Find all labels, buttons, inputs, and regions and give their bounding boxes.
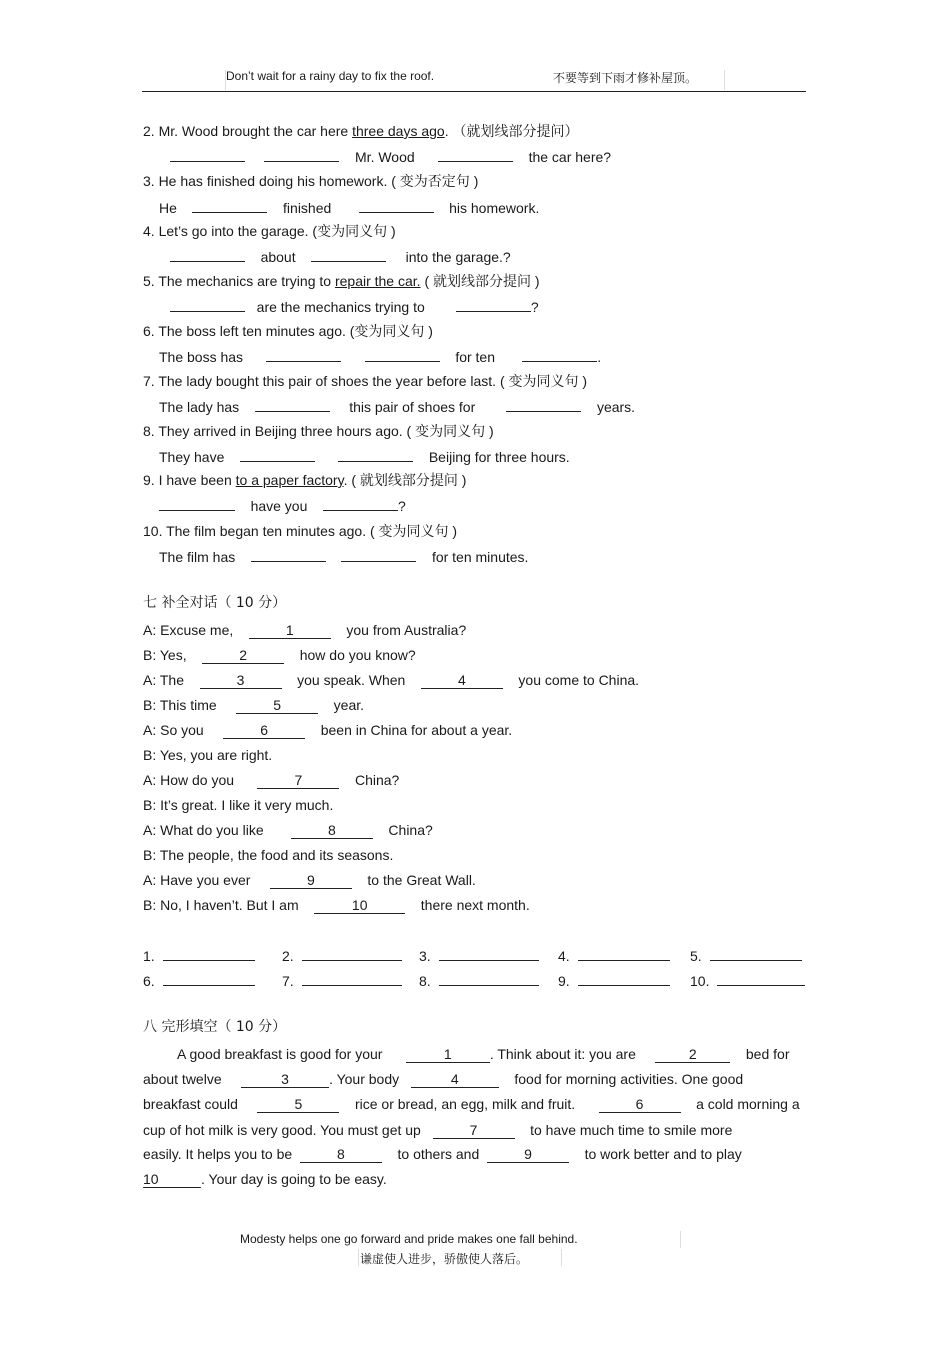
cloze-line-1: A good breakfast is good for your 1 . Think about it: you are 2 bed for: [177, 1046, 790, 1062]
blank[interactable]: [251, 547, 326, 562]
blank[interactable]: [170, 247, 245, 262]
question-4-answer-line: about into the garage.?: [170, 247, 511, 266]
question-9-answer-line: have you ?: [159, 496, 406, 515]
blank[interactable]: [456, 297, 531, 312]
blank[interactable]: [338, 447, 413, 462]
answer-blank[interactable]: [710, 946, 802, 961]
blank[interactable]: [311, 247, 386, 262]
numbered-blank[interactable]: 10: [143, 1171, 201, 1188]
answer-slot-6[interactable]: 6.: [143, 971, 255, 989]
underlined-phrase: to a paper factory: [235, 472, 344, 488]
numbered-blank[interactable]: 2: [655, 1046, 730, 1063]
cloze-line-2: about twelve 3 . Your body 4 food for morning activities. One good: [143, 1071, 744, 1087]
blank[interactable]: [240, 447, 315, 462]
numbered-blank[interactable]: 7: [433, 1122, 515, 1139]
section-8-title: 八 完形填空（ 10 分）: [143, 1019, 287, 1035]
blank[interactable]: [323, 496, 398, 511]
dialogue-line-7: A: How do you 7 China?: [143, 772, 400, 788]
question-8: 8. They arrived in Beijing three hours ago. ( 变为同义句 ): [143, 423, 494, 439]
question-2-answer-line: Mr. Wood the car here?: [170, 147, 611, 166]
answer-slot-4[interactable]: 4.: [558, 946, 670, 964]
question-8-answer-line: They have Beijing for three hours.: [159, 449, 570, 465]
answer-slot-3[interactable]: 3.: [419, 946, 539, 964]
question-6: 6. The boss left ten minutes ago. (变为同义句 ): [143, 323, 433, 339]
numbered-blank[interactable]: 2: [202, 647, 284, 664]
numbered-blank[interactable]: 6: [599, 1096, 681, 1113]
blank[interactable]: [264, 147, 339, 162]
question-10-answer-line: The film has for ten minutes.: [159, 549, 529, 565]
question-7-answer-line: The lady has this pair of shoes for years.: [159, 399, 636, 415]
answer-blank[interactable]: [163, 946, 255, 961]
question-3: 3. He has finished doing his homework. ( 变为否定句 ): [143, 173, 479, 189]
answer-blank[interactable]: [578, 946, 670, 961]
answer-slot-7[interactable]: 7.: [282, 971, 402, 989]
dialogue-line-9: A: What do you like 8 China?: [143, 822, 433, 838]
numbered-blank[interactable]: 3: [241, 1071, 329, 1088]
question-3-answer-line: He finished his homework.: [159, 200, 540, 216]
question-10: 10. The film began ten minutes ago. ( 变为同义句 ): [143, 523, 458, 539]
header-rule: [142, 91, 806, 92]
blank[interactable]: [359, 198, 434, 213]
blank[interactable]: [266, 347, 341, 362]
dialogue-line-5: A: So you 6 been in China for about a year.: [143, 722, 513, 738]
numbered-blank[interactable]: 10: [314, 897, 405, 914]
answer-blank[interactable]: [717, 971, 805, 986]
cloze-line-3: breakfast could 5 rice or bread, an egg, milk and fruit. 6 a cold morning a: [143, 1096, 800, 1112]
cloze-line-6: 10 . Your day is going to be easy.: [143, 1171, 387, 1187]
blank[interactable]: [438, 147, 513, 162]
blank[interactable]: [255, 397, 330, 412]
blank[interactable]: [170, 147, 245, 162]
answer-blank[interactable]: [163, 971, 255, 986]
blank[interactable]: [192, 198, 267, 213]
answer-slot-1[interactable]: 1.: [143, 946, 255, 964]
numbered-blank[interactable]: 5: [257, 1096, 339, 1113]
blank[interactable]: [506, 397, 581, 412]
answer-blank[interactable]: [578, 971, 670, 986]
blank[interactable]: [522, 347, 597, 362]
question-4: 4. Let’s go into the garage. (变为同义句 ): [143, 223, 396, 239]
blank[interactable]: [365, 347, 440, 362]
dialogue-line-1: A: Excuse me, 1 you from Australia?: [143, 622, 467, 638]
footer-english: Modesty helps one go forward and pride makes one fall behind.: [240, 1232, 578, 1246]
numbered-blank[interactable]: 5: [236, 697, 318, 714]
dialogue-line-8: B: It’s great. I like it very much.: [143, 797, 334, 813]
question-6-answer-line: The boss has for ten .: [159, 349, 602, 365]
numbered-blank[interactable]: 4: [421, 672, 503, 689]
cloze-line-4: cup of hot milk is very good. You must get up 7 to have much time to smile more: [143, 1122, 733, 1138]
underlined-phrase: three days ago: [352, 123, 445, 139]
numbered-blank[interactable]: 1: [249, 622, 331, 639]
numbered-blank[interactable]: 9: [487, 1146, 569, 1163]
numbered-blank[interactable]: 8: [291, 822, 373, 839]
blank[interactable]: [170, 297, 245, 312]
dialogue-line-2: B: Yes, 2 how do you know?: [143, 647, 416, 663]
underlined-phrase: repair the car.: [334, 273, 421, 289]
numbered-blank[interactable]: 7: [257, 772, 339, 789]
dialogue-line-12: B: No, I haven’t. But I am 10 there next month.: [143, 897, 530, 913]
dialogue-line-10: B: The people, the food and its seasons.: [143, 847, 394, 863]
question-5: 5. The mechanics are trying to repair the car. ( 就划线部分提问 ): [143, 273, 540, 289]
dialogue-line-11: A: Have you ever 9 to the Great Wall.: [143, 872, 476, 888]
answer-slot-5[interactable]: 5.: [690, 946, 802, 964]
blank[interactable]: [159, 496, 235, 511]
footer-chinese: 谦虚使人进步，骄傲使人落后。: [360, 1252, 529, 1266]
answer-blank[interactable]: [439, 946, 539, 961]
numbered-blank[interactable]: 9: [270, 872, 352, 889]
answer-slot-2[interactable]: 2.: [282, 946, 402, 964]
blank[interactable]: [341, 547, 416, 562]
question-9: 9. I have been to a paper factory. ( 就划线部分提问 ): [143, 472, 467, 488]
header-chinese: 不要等到下雨才修补屋顶。: [553, 71, 698, 85]
numbered-blank[interactable]: 8: [300, 1146, 382, 1163]
answer-slot-10[interactable]: 10.: [690, 971, 805, 989]
answer-blank[interactable]: [302, 946, 402, 961]
numbered-blank[interactable]: 4: [411, 1071, 499, 1088]
numbered-blank[interactable]: 6: [223, 722, 305, 739]
dialogue-line-4: B: This time 5 year.: [143, 697, 365, 713]
section-7-title: 七 补全对话（ 10 分）: [143, 595, 287, 611]
dialogue-line-6: B: Yes, you are right.: [143, 747, 273, 763]
answer-blank[interactable]: [439, 971, 539, 986]
question-5-answer-line: are the mechanics trying to ?: [170, 297, 539, 316]
header-english: Don’t wait for a rainy day to fix the roof.: [226, 69, 435, 83]
dialogue-line-3: A: The 3 you speak. When 4 you come to China.: [143, 672, 640, 688]
cloze-line-5: easily. It helps you to be 8 to others and 9 to work better and to play: [143, 1146, 742, 1162]
numbered-blank[interactable]: 3: [200, 672, 282, 689]
numbered-blank[interactable]: 1: [406, 1046, 490, 1063]
question-7: 7. The lady bought this pair of shoes the year before last. ( 变为同义句 ): [143, 373, 588, 389]
answer-slot-9[interactable]: 9.: [558, 971, 670, 989]
question-2: 2. Mr. Wood brought the car here three days ago. （就划线部分提问）: [143, 123, 579, 139]
answer-blank[interactable]: [302, 971, 402, 986]
answer-slot-8[interactable]: 8.: [419, 971, 539, 989]
